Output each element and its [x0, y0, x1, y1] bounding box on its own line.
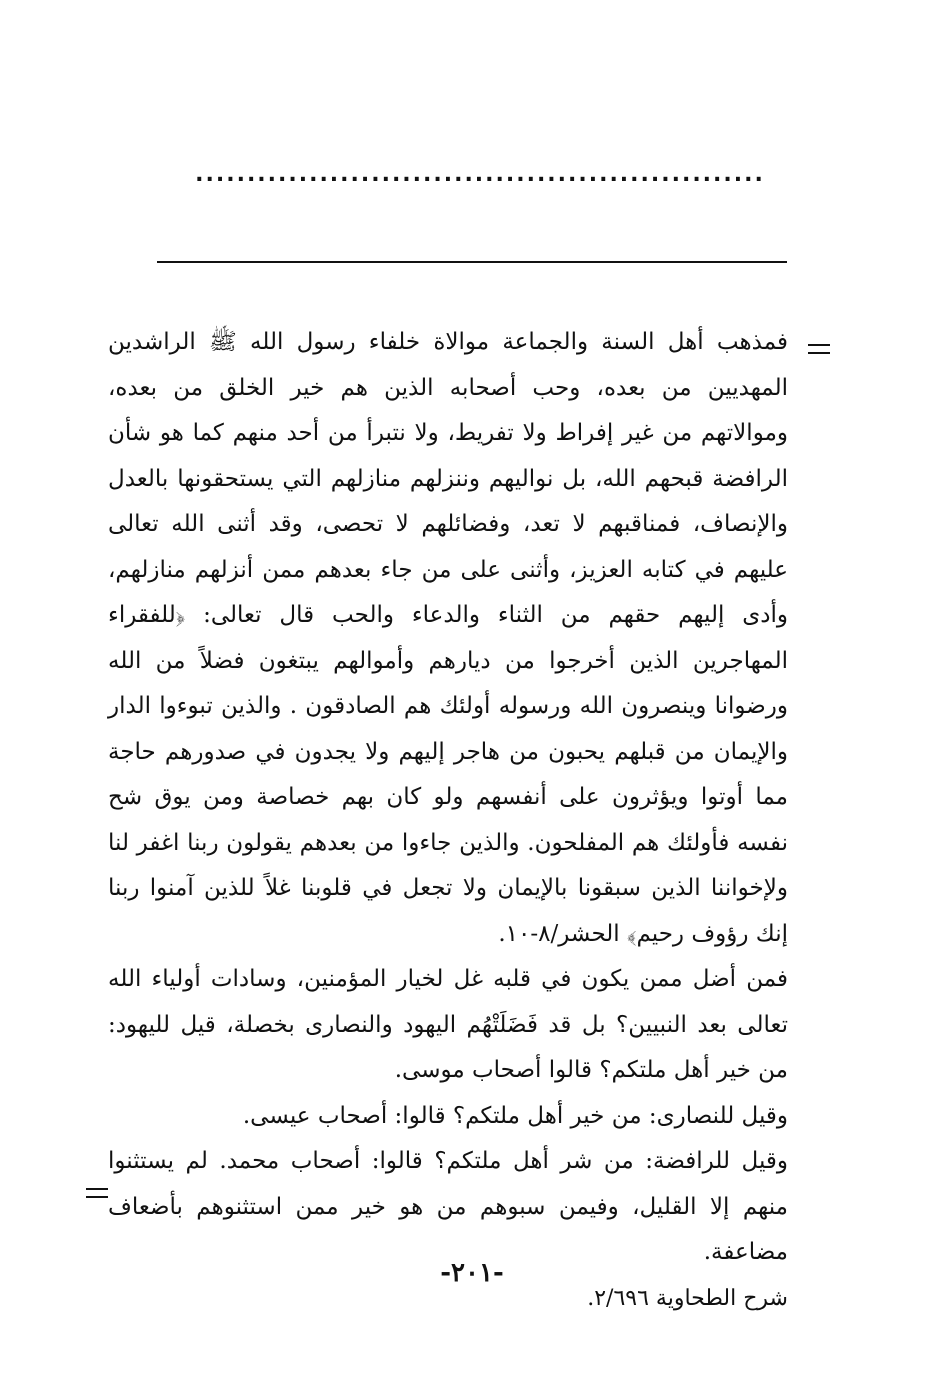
paragraph-2: فمن أضل ممن يكون في قلبه غل لخيار المؤمنين، وسادات أولياء الله تعالى بعد النبيين؟ بل قد فَضَلَتْهُم اليهود والنصارى بخصلة، قيل لليهود: من خير أهل ملتكم؟ قالوا أصحاب موسى.	[108, 966, 788, 1083]
dotted-separator: .......................................................	[195, 162, 765, 187]
paragraph-4: وقيل للرافضة: من شر أهل ملتكم؟ قالوا: أصحاب محمد. لم يستثنوا منهم إلا القليل، وفيمن سبوهم من هو خير ممن استثنوهم بأضعاف مضاعفة.	[108, 1148, 788, 1265]
horizontal-rule	[157, 261, 787, 263]
paragraph-3: وقيل للنصارى: من خير أهل ملتكم؟ قالوا: أصحاب عيسى.	[242, 1102, 788, 1129]
main-text	[108, 320, 788, 1321]
footnote-marker-top	[808, 344, 830, 354]
source-citation: شرح الطحاوية ٢/٦٩٦.	[587, 1285, 788, 1311]
paragraph-1: فمذهب أهل السنة والجماعة موالاة خلفاء رسول الله ﷺ الراشدين المهديين من بعده، وحب أصحابه الذين هم خير الخلق من بعده، وموالاتهم من غير إفراط ولا تفريط، ولا نتبرأ من أحد منهم كما هو شأن الرافضة قبحهم الله، بل نواليهم وننزلهم منازلهم التي يستحقونها بالعدل والإنصاف، فمناقبهم لا تعد، وفضائلهم لا تحصى، وقد أثنى الله تعالى عليهم في كتابه العزيز، وأثنى على من جاء بعدهم ممن أنزلهم منازلهم، وأدى إليهم حقهم من الثناء والدعاء والحب قال تعالى: ﴿للفقراء المهاجرين الذين أخرجوا من ديارهم وأموالهم يبتغون فضلاً من الله ورضوانا وينصرون الله ورسوله أولئك هم الصادقون . والذين تبوءوا الدار والإيمان من قبلهم يحبون من هاجر إليهم ولا يجدون في صدورهم حاجة مما أوتوا ويؤثرون على أنفسهم ولو كان بهم خصاصة ومن يوق شح نفسه فأولئك هم المفلحون. والذين جاءوا من بعدهم يقولون ربنا اغفر لنا ولإخواننا الذين سبقونا بالإيمان ولا تجعل في قلوبنا غلاً للذين آمنوا ربنا إنك رؤوف رحيم﴾ الحشر/٨-١٠.	[108, 329, 788, 947]
footnote-marker-bottom	[86, 1188, 108, 1198]
page-number: -٢٠١-	[440, 1258, 504, 1288]
